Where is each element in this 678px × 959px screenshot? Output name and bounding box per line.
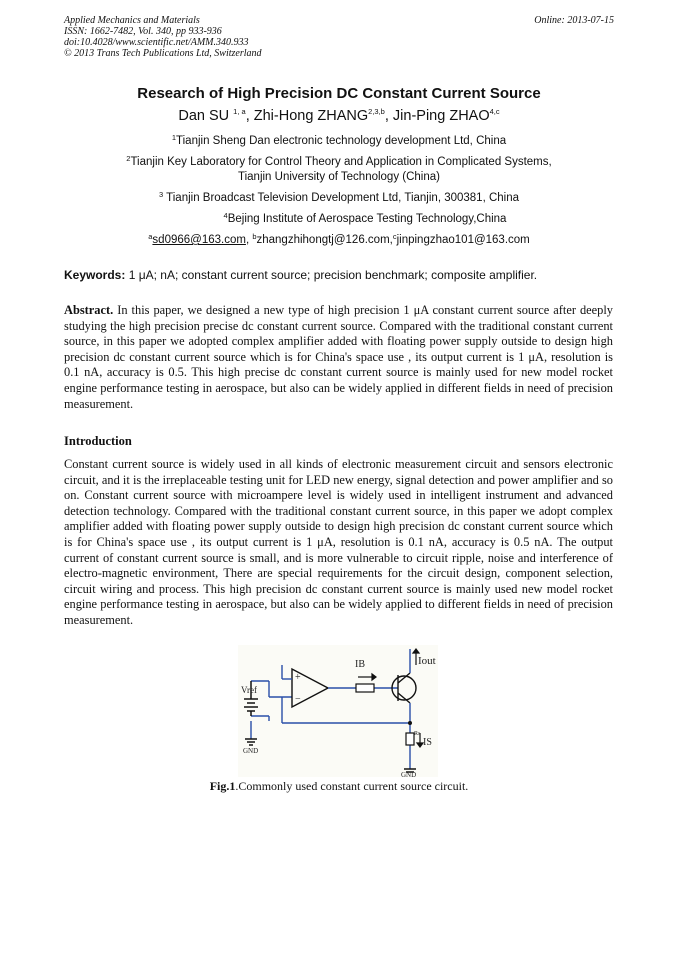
label-ib: IB — [355, 659, 365, 670]
paper-title: Research of High Precision DC Constant Current Source — [137, 85, 541, 102]
keywords-label: Keywords: — [64, 268, 126, 282]
label-gnd-2: GND — [401, 771, 417, 777]
figure-caption-label: Fig.1 — [209, 779, 236, 793]
abstract — [64, 303, 613, 412]
author-3-sup: 4,c — [489, 107, 500, 116]
affiliation-4 — [26, 212, 678, 227]
affiliation-1-text: Tianjin Sheng Dan electronic technology development Ltd, China — [176, 135, 507, 147]
online-date: Online: 2013-07-15 — [534, 15, 614, 26]
journal-doi: doi:10.4028/www.scientific.net/AMM.340.933 — [64, 37, 249, 48]
affiliation-2-line1: Tianjin Key Laboratory for Control Theory and Application in Complicated Systems, — [130, 156, 552, 168]
email-line — [0, 233, 678, 248]
affiliation-3 — [0, 191, 678, 206]
author-list: Dan SU $^{1, a}$, Zhi-Hong ZHANG$^{2,3,b}$, Jin-Ping ZHAO$^{4,c}$ — [178, 107, 500, 124]
abstract-text: In this paper, we designed a new type of high precision 1 μA constant current source after deeply studying the high precision precise dc constant current source. Compared with the traditional constant current source, in this paper we adopted complex amplifier added with floating power supply outside to design high precision dc constant current source which is for China's space use , its output current is 1 μA, resolution is 0.1 nA, accuracy is 0.5. This high precise dc constant current source is mainly used for new model rocket engine performance testing in aerospace, but also can be widely applied in different fields in need of precision measurement. — [64, 303, 613, 411]
journal-name: Applied Mechanics and Materials — [64, 15, 200, 26]
affiliation-3-sup: 3 — [158, 190, 164, 199]
abstract-label: Abstract. — [64, 303, 114, 317]
introduction-heading: Introduction — [64, 434, 132, 448]
email-b-sup: b — [252, 232, 257, 241]
journal-copyright: © 2013 Trans Tech Publications Ltd, Switzerland — [64, 48, 262, 59]
author-2-sup: 2,3,b — [368, 107, 385, 116]
author-1-sup: 1, a — [233, 107, 246, 116]
author-1: Dan SU — [178, 108, 230, 124]
keywords-text: 1 μA; nA; constant current source; precision benchmark; composite amplifier. — [125, 268, 538, 282]
journal-header — [64, 15, 262, 59]
email-c-sup: c — [392, 232, 397, 241]
label-is: IS — [423, 737, 432, 748]
email-b: zhangzhihongtj@126.com, — [256, 234, 393, 246]
affiliation-2 — [0, 155, 678, 185]
label-minus: − — [295, 694, 301, 705]
label-gnd-1: GND — [243, 747, 259, 755]
email-sep: , — [245, 234, 253, 246]
affiliation-3-text: Tianjin Broadcast Television Development Ltd, Tianjin, 300381, China — [166, 192, 520, 204]
affiliation-4-sup: 4 — [223, 211, 228, 220]
introduction-text: Constant current source is widely used in all kinds of electronic measurement circuit and sensors electronic circuit, and it is the irreplaceable testing unit for LED new energy, signal detection and power amplifier and so on. Constant current source with microampere level is widely used in intelligent instrument and advanced detection technology. Compared with the traditional constant current source, in this paper we adopt complex amplifier added with floating power supply outside to design high precision dc constant current source which is for China's space use , its output current is 1 μA, resolution is 0.1 nA, accuracy is 0.5 nA. The output current of constant current source is small, and is more vulnerable to circuit ripple, noise and interference of electro-magnetic environment, There are special requirements for the circuit design, component selection, circuit wiring and process. This high precision dc constant current source is mainly used new model rocket engine performance testing in aerospace, but also can be widely applied to different fields in need of precision measurement. — [64, 457, 613, 627]
label-plus: + — [295, 672, 301, 683]
label-iout: Iout — [418, 655, 436, 667]
keywords — [64, 268, 614, 282]
email-c: jinpingzhao101@163.com — [396, 234, 530, 246]
affiliation-4-text: Bejing Institute of Aerospace Testing Technology,China — [227, 213, 507, 225]
label-vref: Vref — [241, 685, 257, 695]
email-link-a[interactable]: sd0966@163.com — [152, 234, 246, 246]
author-2: Zhi-Hong ZHANG — [253, 108, 369, 124]
affiliation-2-sup: 2 — [126, 154, 131, 163]
author-3: Jin-Ping ZHAO — [392, 108, 490, 124]
email-a-sup: a — [148, 232, 153, 241]
affiliation-2-line2: Tianjin University of Technology (China) — [238, 171, 440, 183]
affiliation-1 — [0, 134, 678, 149]
journal-issn: ISSN: 1662-7482, Vol. 340, pp 933-936 — [64, 26, 222, 37]
affiliation-1-sup: 1 — [171, 133, 177, 142]
figure-caption — [0, 779, 678, 794]
circuit-diagram — [238, 645, 438, 777]
label-rs: Rs — [414, 731, 421, 737]
figure-caption-text: .Commonly used constant current source circuit. — [235, 779, 469, 793]
circuit-figure — [238, 645, 438, 777]
